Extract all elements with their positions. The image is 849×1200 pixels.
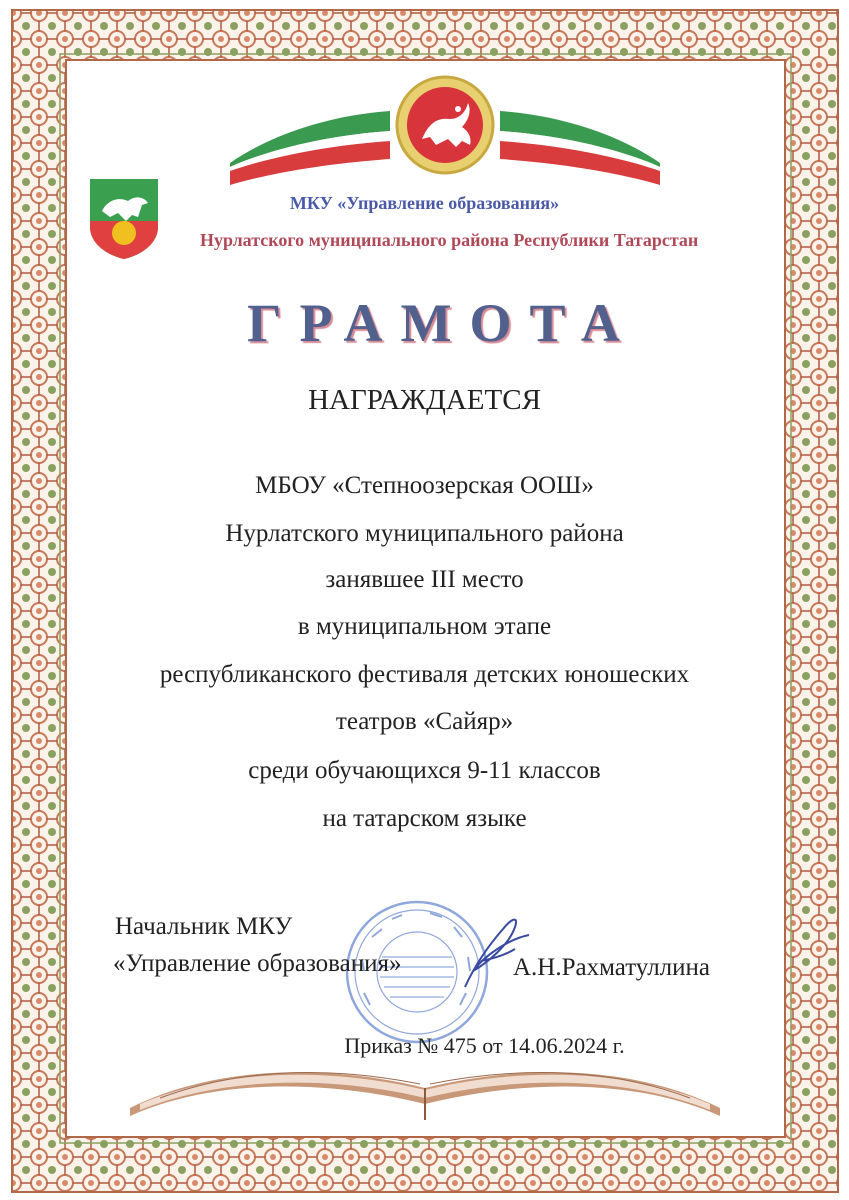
body-line-district: Нурлатского муниципального района: [225, 520, 624, 547]
body-line-grades: среди обучающихся 9-11 классов: [248, 757, 601, 784]
body-line-language: на татарском языке: [322, 805, 527, 832]
body-line-theatre: театров «Сайяр»: [335, 708, 514, 735]
order-reference: Приказ № 475 от 14.06.2024 г.: [344, 1033, 625, 1058]
issuer-line-2: Нурлатского муниципального района Республики Татарстан: [200, 230, 699, 250]
signer-position-line-2: «Управление образования»: [113, 950, 402, 977]
open-book-icon: [120, 1048, 730, 1126]
signer-position-line-1: Начальник МКУ: [115, 913, 293, 940]
awarded-label: НАГРАЖДАЕТСЯ: [308, 384, 541, 416]
certificate-title: ГРАМОТА: [247, 293, 638, 353]
issuer-line-1: МКУ «Управление образования»: [289, 193, 560, 213]
body-line-stage: в муниципальном этапе: [297, 613, 552, 640]
tatarstan-emblem-icon: [230, 75, 660, 185]
signer-name: А.Н.Рахматуллина: [513, 954, 711, 981]
body-line-school: МБОУ «Степноозерская ООШ»: [255, 472, 594, 499]
body-line-festival: республиканского фестиваля детских юношеских: [159, 661, 690, 688]
body-line-place: занявшее III место: [325, 566, 524, 593]
district-coat-of-arms-icon: [88, 177, 160, 261]
